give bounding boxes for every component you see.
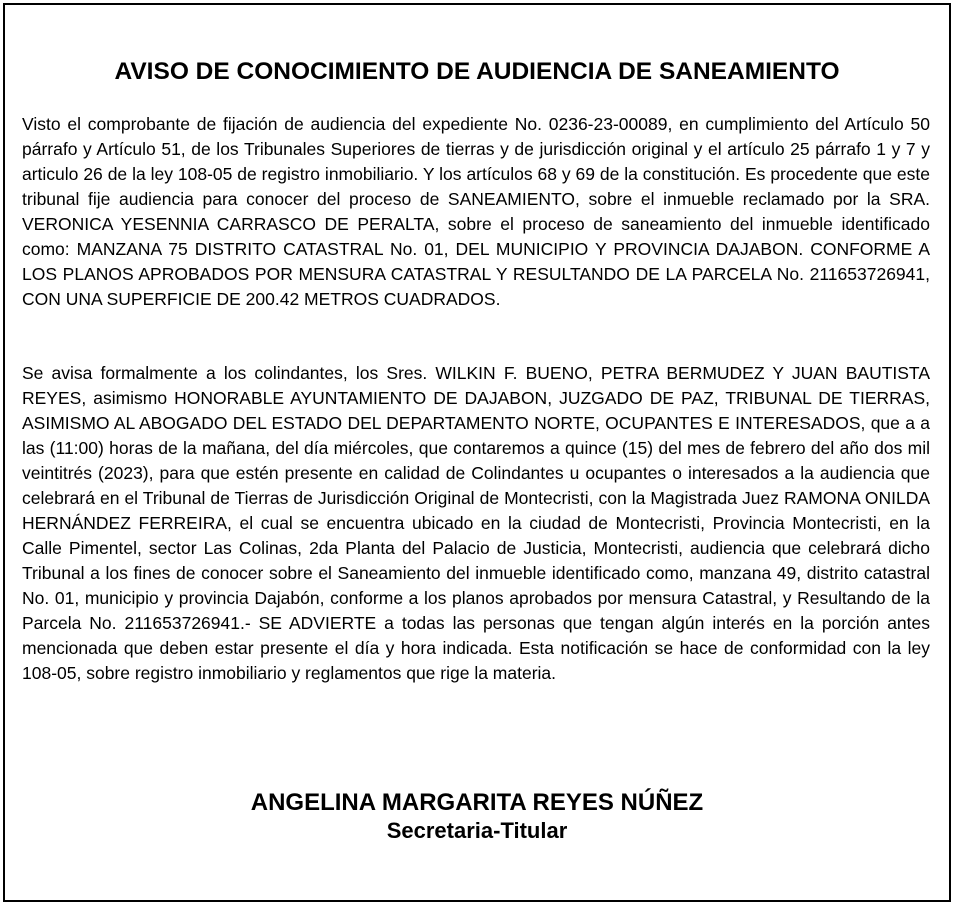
signature-name: ANGELINA MARGARITA REYES NÚÑEZ <box>250 789 704 816</box>
notice-paragraph-2: Se avisa formalmente a los colindantes, los Sres. WILKIN F. BUENO, PETRA BERMUDEZ Y JUAN BAUTISTA REYES, asimismo HONORABLE AYUNTAMIENTO DE DAJABON, JUZGADO DE PAZ, TRIBUNAL DE TIERRAS, ASIMISMO AL ABOGADO DEL ESTADO DEL DEPARTAMENTO NORTE, OCUPANTES E INTERESADOS, que a a las (11:00) horas de la mañana, del día miércoles, que contaremos a quince (15) del mes de febrero del año dos mil veintitrés (2023), para que estén presente en calidad de Colindantes u ocupantes o interesados a la audiencia que celebrará en el Tribunal de Tierras de Jurisdicción Original de Montecristi, con la Magistrada Juez RAMONA ONILDA HERNÁNDEZ FERREIRA, el cual se encuentra ubicado en la ciudad de Montecristi, Provincia Montecristi, en la Calle Pimentel, sector Las Colinas, 2da Planta del Palacio de Justicia, Montecristi, audiencia que celebrará dicho Tribunal a los fines de conocer sobre el Saneamiento del inmueble identificado como, manzana 49, distrito catastral No. 01, municipio y provincia Dajabón, conforme a los planos aprobados por mensura Catastral, y Resultando de la Parcela No. 211653726941.- SE ADVIERTE a todas las personas que tengan algún interés en la porción antes mencionada que deben estar presente el día y hora indicada. Esta notificación se hace de conformidad con la ley 108-05, sobre registro inmobiliario y reglamentos que rige la materia. <box>22 363 930 683</box>
notice-paragraph-1: Visto el comprobante de fijación de audiencia del expediente No. 0236-23-00089, en cumplimiento del Artículo 50 párrafo y Artículo 51, de los Tribunales Superiores de tierras y de jurisdicción original y el artículo 25 párrafo 1 y 7 y articulo 26 de la ley 108-05 de registro inmobiliario. Y los artículos 68 y 69 de la constitución. Es procedente que este tribunal fije audiencia para conocer del proceso de SANEAMIENTO, sobre el inmueble reclamado por la SRA. VERONICA YESENNIA CARRASCO DE PERALTA, sobre el proceso de saneamiento del inmueble identificado como: MANZANA 75 DISTRITO CATASTRAL No. 01, DEL MUNICIPIO Y PROVINCIA DAJABON. CONFORME A LOS PLANOS APROBADOS POR MENSURA CATASTRAL Y RESULTANDO DE LA PARCELA No. 211653726941, CON UNA SUPERFICIE DE 200.42 METROS CUADRADOS. <box>22 114 930 309</box>
notice-frame <box>3 3 951 902</box>
notice-title: AVISO DE CONOCIMIENTO DE AUDIENCIA DE SANEAMIENTO <box>114 58 840 85</box>
signature-role: Secretaria-Titular <box>386 818 568 843</box>
